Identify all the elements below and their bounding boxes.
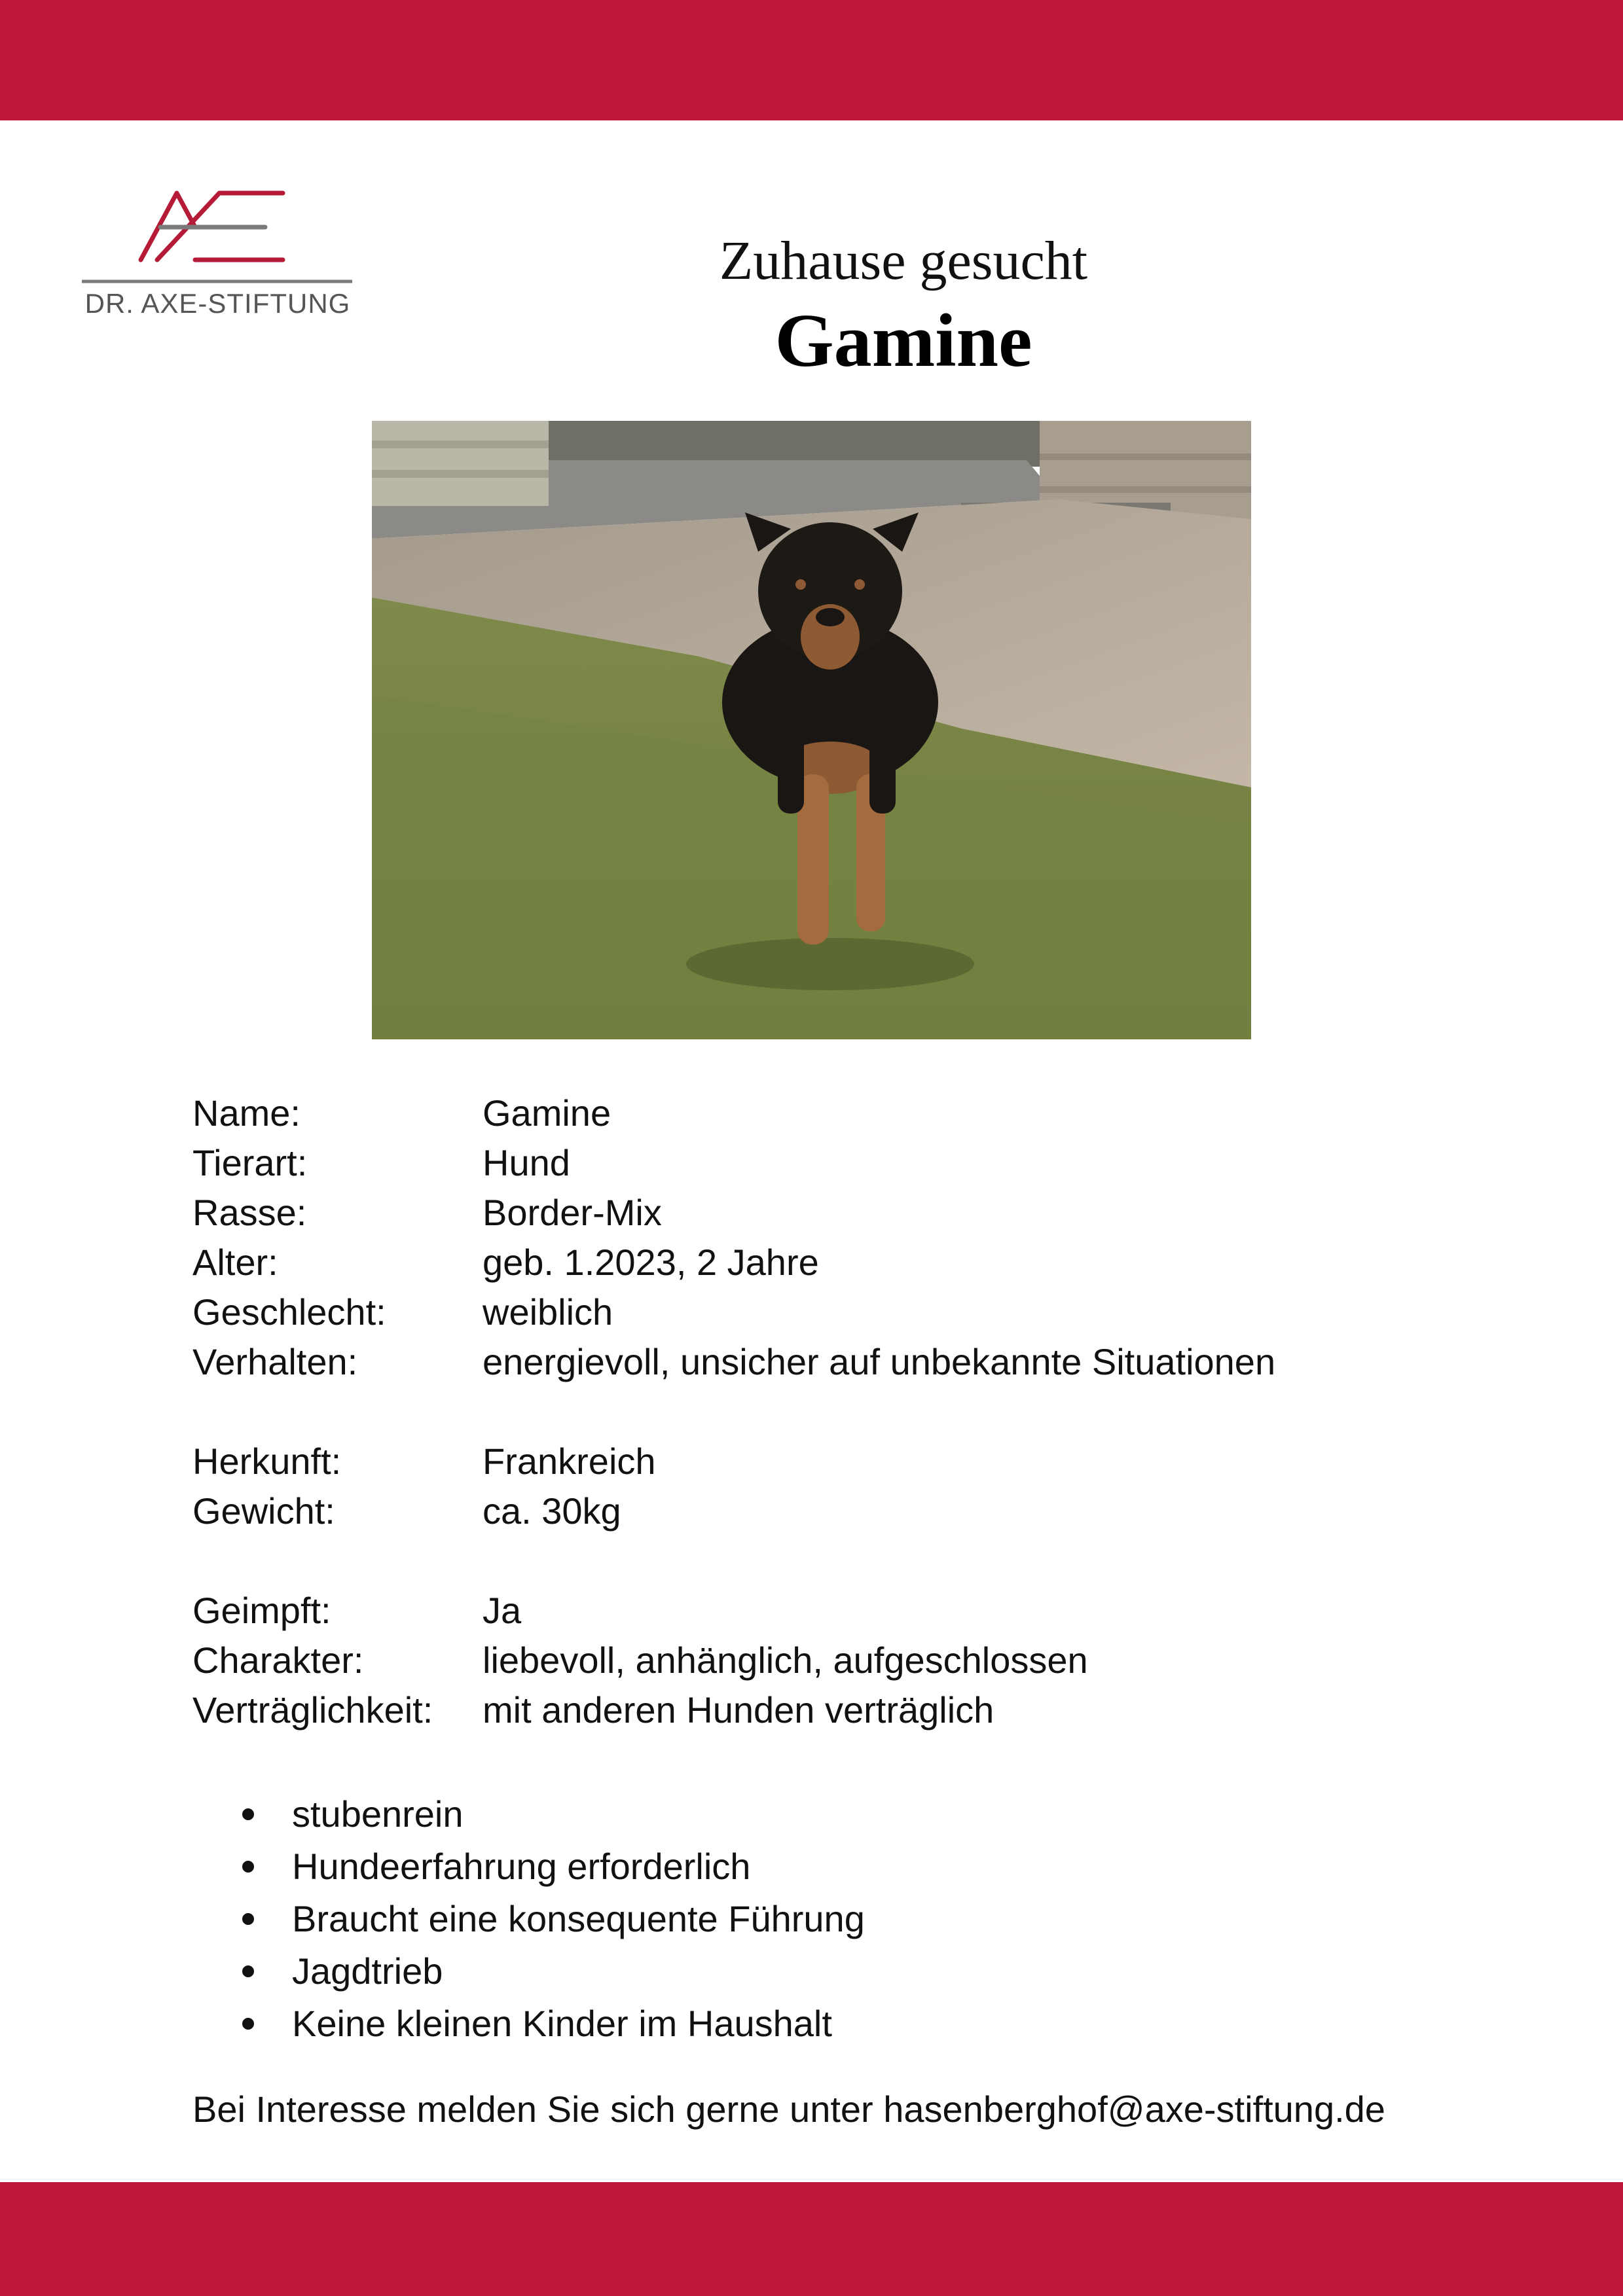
top-banner — [0, 0, 1623, 120]
list-item-text: Hundeerfahrung erforderlich — [292, 1846, 751, 1887]
detail-row — [192, 1586, 1275, 1636]
dog-photo — [372, 421, 1251, 1039]
list-item — [242, 1840, 865, 1893]
bullet-icon — [242, 1913, 254, 1925]
list-item-text: Braucht eine konsequente Führung — [292, 1898, 865, 1939]
detail-label: Rasse: — [192, 1192, 307, 1233]
axe-logo-mark-icon — [79, 187, 357, 291]
detail-label: Alter: — [192, 1242, 278, 1283]
bottom-banner — [0, 2182, 1623, 2296]
bullet-icon — [242, 1965, 254, 1977]
detail-label: Name: — [192, 1092, 301, 1134]
detail-value: weiblich — [483, 1291, 613, 1333]
contact-line: Bei Interesse melden Sie sich gerne unter hasenberghof@axe-stiftung.de — [192, 2089, 1385, 2130]
bullet-icon — [242, 2018, 254, 2030]
list-item — [242, 1945, 865, 1998]
spacer — [192, 1387, 1275, 1437]
detail-label: Verhalten: — [192, 1341, 358, 1382]
axe-stiftung-logo — [79, 187, 357, 324]
detail-value: liebevoll, anhänglich, aufgeschlossen — [483, 1640, 1088, 1681]
detail-value: Border-Mix — [483, 1192, 662, 1233]
detail-value: ca. 30kg — [483, 1490, 621, 1532]
detail-row — [192, 1636, 1275, 1685]
detail-row — [192, 1238, 1275, 1287]
detail-row — [192, 1337, 1275, 1387]
detail-value: mit anderen Hunden verträglich — [483, 1689, 994, 1731]
detail-row — [192, 1188, 1275, 1238]
detail-row — [192, 1685, 1275, 1735]
spacer — [192, 1536, 1275, 1586]
logo-wordmark: DR. AXE-STIFTUNG — [84, 288, 351, 319]
detail-row — [192, 1287, 1275, 1337]
detail-row — [192, 1138, 1275, 1188]
list-item-text: Jagdtrieb — [292, 1950, 443, 1992]
list-item — [242, 1998, 865, 2050]
list-item-text: stubenrein — [292, 1793, 464, 1835]
list-item — [242, 1788, 865, 1840]
detail-label: Gewicht: — [192, 1490, 335, 1532]
poster-subtitle: Zuhause gesucht — [719, 230, 1088, 291]
detail-row — [192, 1088, 1275, 1138]
detail-label: Tierart: — [192, 1142, 308, 1183]
detail-value: Hund — [483, 1142, 570, 1183]
list-item-text: Keine kleinen Kinder im Haushalt — [292, 2003, 832, 2044]
detail-value: geb. 1.2023, 2 Jahre — [483, 1242, 819, 1283]
animal-details-table — [192, 1088, 1275, 1735]
detail-label: Geschlecht: — [192, 1291, 386, 1333]
detail-value: energievoll, unsicher auf unbekannte Situationen — [483, 1341, 1276, 1382]
bullet-icon — [242, 1861, 254, 1873]
list-item — [242, 1893, 865, 1945]
detail-value: Frankreich — [483, 1441, 656, 1482]
animal-name-title: Gamine — [775, 299, 1032, 383]
detail-value: Ja — [483, 1590, 522, 1631]
detail-label: Herkunft: — [192, 1441, 342, 1482]
detail-label: Geimpft: — [192, 1590, 331, 1631]
detail-value: Gamine — [483, 1092, 611, 1134]
requirements-list — [242, 1788, 865, 2050]
bullet-icon — [242, 1808, 254, 1820]
detail-label: Verträglichkeit: — [192, 1689, 433, 1731]
detail-row — [192, 1437, 1275, 1486]
detail-label: Charakter: — [192, 1640, 364, 1681]
detail-row — [192, 1486, 1275, 1536]
